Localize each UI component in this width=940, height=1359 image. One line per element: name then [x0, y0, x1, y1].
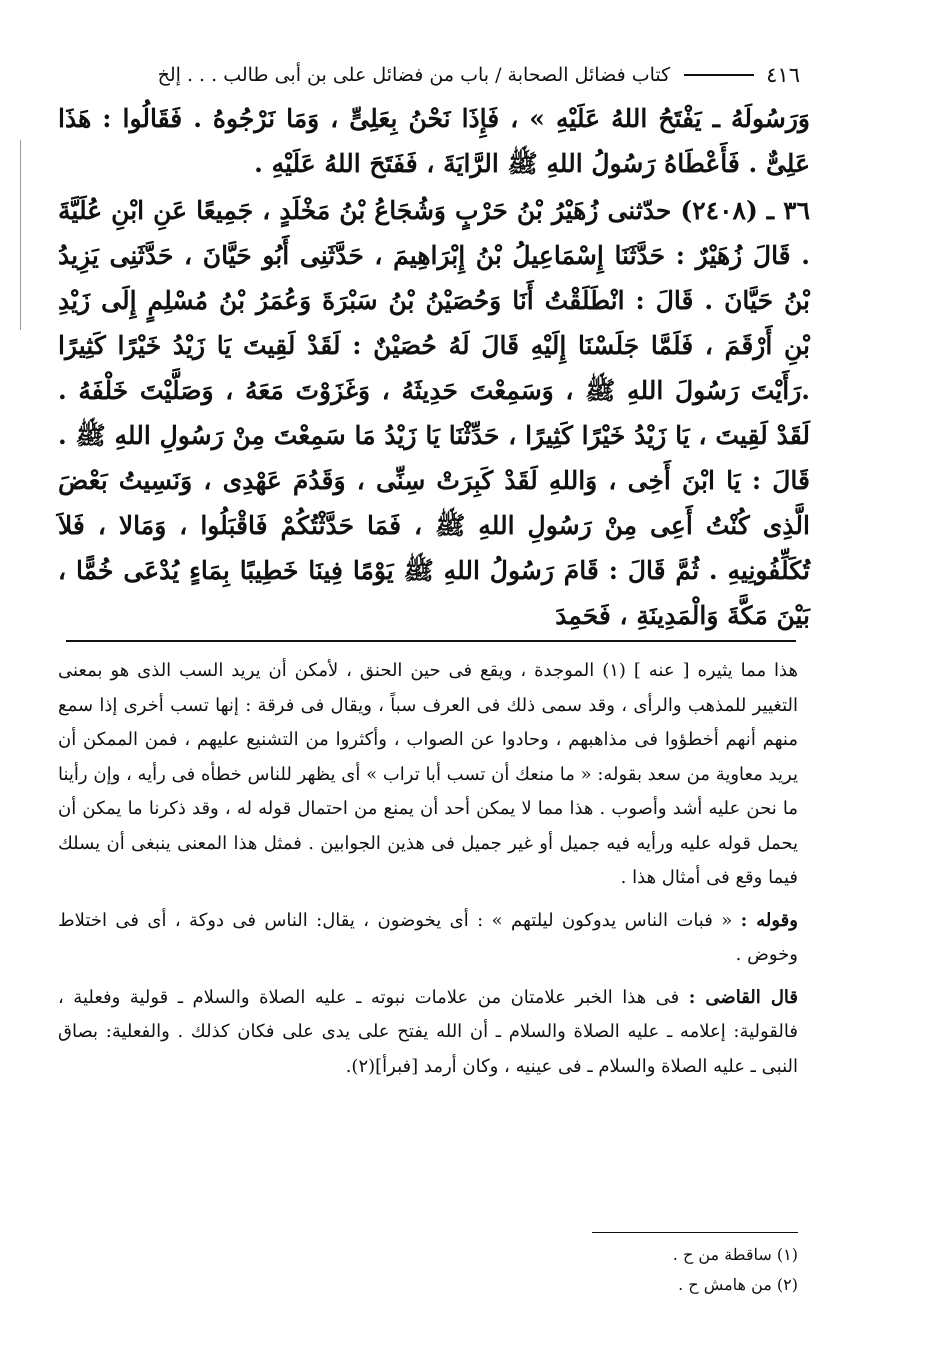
header-dash [684, 74, 754, 76]
commentary-paragraph-2 [58, 904, 798, 973]
page-header [70, 58, 800, 92]
footnote-2: (٢) من هامش ح . [678, 1275, 798, 1294]
commentary-paragraph-1: هذا مما يثيره [ عنه ] (١) الموجدة ، ويقع فى حين الحنق ، لأمكن أن يريد السب الذى هو بمعنى التغيير للمذهب والرأى ، وقد سمى ذلك فى العرف سباً ، ويقال فى فرقة : إنها تسب أخرى إذا سمع منهم أنهم أخطؤوا فى مذاهبهم ، وحادوا عن الصواب ، وأكثروا من التشنيع عليهم ، فمن الممكن أن يريد معاوية من سعد بقوله: « ما منعك أن تسب أبا تراب » أى يظهر للناس خطأه فى رأيه ، وإن رأينا ما نحن عليه أشد وأصوب . هذا مما لا يمكن أحد أن يمنع من احتمال قوله له ، وقد ذكرنا ما يمكن أن يحمل قوله عليه ورأيه فيه جميل أو غير جميل فى هذين الجوابين . فمثل هذا المعنى ينبغى أن يسلك فيما وقع فى أمثال هذا . [58, 660, 798, 888]
commentary-lead-2: وقوله : [740, 909, 798, 931]
running-title: كتاب فضائل الصحابة / باب من فضائل على بن أبى طالب . . . إلخ [157, 64, 671, 86]
footnotes [560, 1240, 798, 1300]
commentary-paragraph-3 [58, 981, 798, 1085]
commentary [58, 654, 798, 1092]
hadith-36: ٣٦ ـ (٢٤٠٨) حدّثنى زُهَيْرُ بْنُ حَرْبٍ وَشُجَاعُ بْنُ مَخْلَدٍ ، جَمِيعًا عَنِ ابْنِ عُلَيَّةَ . قَالَ زُهَيْرٌ : حَدَّثَنَا إِسْمَاعِيلُ بْنُ إِبْرَاهِيمَ ، حَدَّثَنِى أَبُو حَيَّانَ ، حَدَّثَنِى يَزِيدُ بْنُ حَيَّانَ . قَالَ : انْطَلَقْتُ أَنَا وَحُصَيْنُ بْنُ سَبْرَةَ وَعُمَرُ بْنُ مُسْلِمٍ إِلَى زَيْدِ بْنِ أَرْقَمَ ، فَلَمَّا جَلَسْنَا إِلَيْهِ قَالَ لَهُ حُصَيْنٌ : لَقَدْ لَقِيتَ يَا زَيْدُ خَيْرًا كَثِيرًا .رَأَيْتَ رَسُولَ اللهِ ﷺ ، وَسَمِعْتَ حَدِيثَهُ ، وَغَزَوْتَ مَعَهُ ، وَصَلَّيْتَ خَلْفَهُ . لَقَدْ لَقِيتَ ، يَا زَيْدُ خَيْرًا كَثِيرًا ، حَدِّثْنَا يَا زَيْدُ مَا سَمِعْتَ مِنْ رَسُولِ اللهِ ﷺ . قَالَ : يَا ابْنَ أَخِى ، وَاللهِ لَقَدْ كَبِرَتْ سِنِّى ، وَقَدُمَ عَهْدِى ، وَنَسِيتُ بَعْضَ الَّذِى كُنْتُ أَعِى مِنْ رَسُولِ اللهِ ﷺ ، فَمَا حَدَّثْتُكُمْ فَاقْبَلُوا ، وَمَالا ، فَلاَ تُكَلِّفُونِيهِ . ثُمَّ قَالَ : قَامَ رَسُولُ اللهِ ﷺ يَوْمًا فِينَا خَطِيبًا بِمَاءٍ يُدْعَى خُمًّا ، بَيْنَ مَكَّةَ وَالْمَدِينَةِ ، فَحَمِدَ [58, 196, 810, 630]
section-divider [66, 640, 796, 642]
page-number: ٤١٦ [766, 63, 800, 87]
footnote-divider [592, 1232, 798, 1233]
commentary-text-2: « فبات الناس يدوكون ليلتهم » : أى يخوضون ، يقال: الناس فى دوكة ، أى فى اختلاط وخوض . [58, 909, 798, 965]
hadith-continuation: وَرَسُولَهُ ـ يَفْتَحُ اللهُ عَلَيْهِ » ، فَإِذَا نَحْنُ بِعَلِىٍّ ، وَمَا نَرْجُوهُ . فَقَالُوا : هَذَا عَلِىٌّ . فَأَعْطَاهُ رَسُولُ اللهِ ﷺ الرَّايَةَ ، فَفَتَحَ اللهُ عَلَيْهِ . [58, 104, 810, 178]
hadith-text [58, 96, 810, 638]
commentary-lead-3: قال القاضى : [688, 986, 798, 1008]
commentary-text-3: فى هذا الخبر علامتان من علامات نبوته ـ عليه الصلاة والسلام ـ قولية وفعلية ، فالقولية: إعلامه ـ عليه الصلاة والسلام ـ أن الله يفتح على يدى على فكان كذلك . والفعلية: بصاق النبى ـ عليه الصلاة والسلام ـ فى عينيه ، وكان أرمد [فبرأ](٢). [58, 986, 798, 1077]
footnote-1: (١) ساقطة من ح . [672, 1245, 798, 1264]
margin-line [20, 140, 21, 330]
